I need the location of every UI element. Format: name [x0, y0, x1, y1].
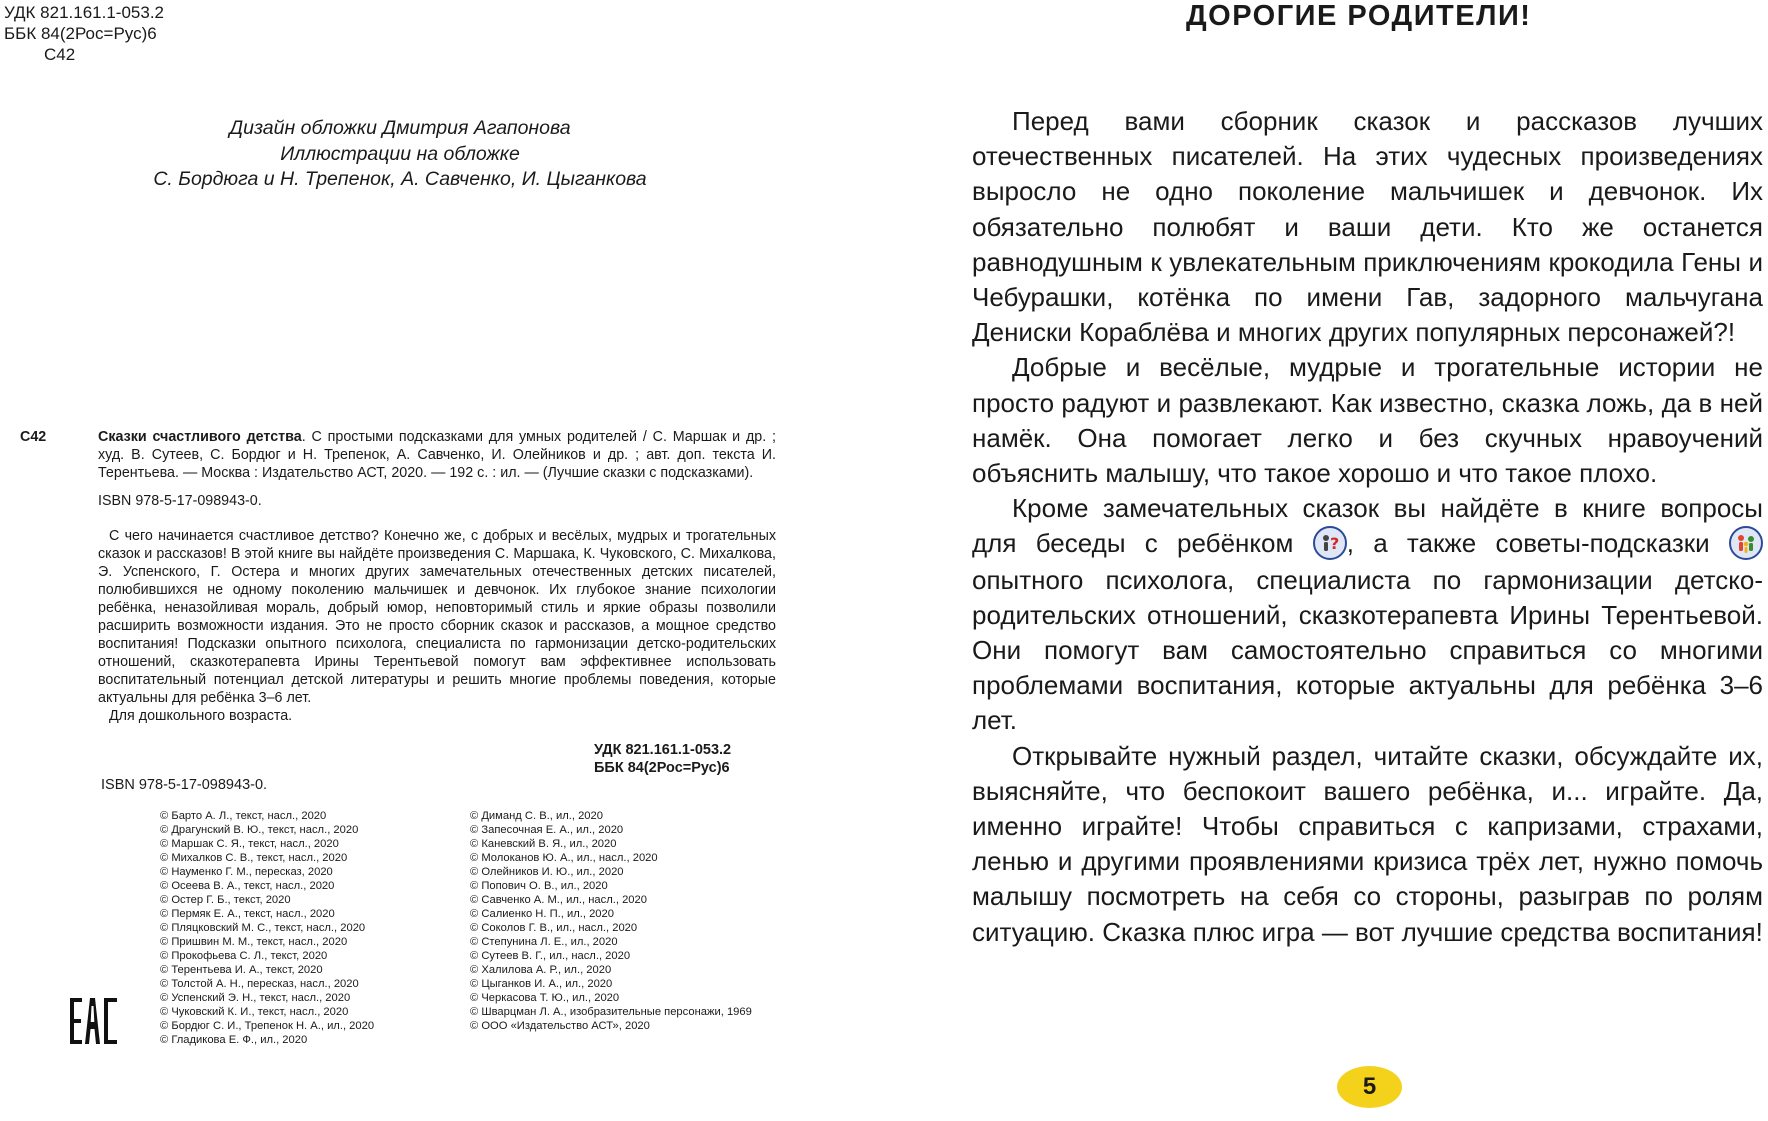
- paragraph-4: Открывайте нужный раздел, читайте сказки, обсуждайте их, выясняйте, что беспокоит вашего ребёнка, и... играйте. Да, именно играйте! Чтобы справиться с капризами, страхами, ленью и другими проявлениями кризиса трёх лет, нужно помочь малышу посмотреть на себя со стороны, разыграв по ролям ситуацию. Сказка плюс игра — вот лучшие средства воспитания!: [972, 740, 1763, 947]
- catalog-record: [20, 428, 776, 725]
- paragraph-1: Перед вами сборник сказок и рассказов лучших отечественных писателей. На этих чудесных произведениях выросло не одно поколение мальчишек и девчонок. Их обязательно полюбят и ваши дети. Кто же останется равнодушным к увлекательным приключениям крокодила Гены и Чебурашки, котёнка по имени Гав, задорного мальчугана Дениски Кораблёва и многих других популярных персонажей?!: [972, 106, 1763, 348]
- svg-text:?: ?: [1329, 533, 1339, 553]
- tips-badge-icon: [1729, 526, 1763, 560]
- top-classification-codes: [4, 2, 164, 65]
- copyright-line: © Савченко А. М., ил., насл., 2020: [470, 894, 647, 906]
- paragraph-2: Добрые и весёлые, мудрые и трогательные истории не просто радуют и развлекают. Как известно, сказка ложь, да в ней намёк. Она помогает легко и без скучных нравоучений объяснить малышу, что такое хорошо и что такое плохо.: [972, 352, 1763, 489]
- copyright-line: © Попович О. В., ил., 2020: [470, 880, 608, 892]
- copyright-line: © Соколов Г. В., ил., насл., 2020: [470, 922, 638, 934]
- cover-credits: [120, 116, 680, 193]
- author-mark: С42: [44, 45, 76, 64]
- copyright-line: © Драгунский В. Ю., текст, насл., 2020: [160, 824, 359, 836]
- intro-text: [972, 104, 1763, 950]
- isbn-bottom: ISBN 978-5-17-098943-0.: [101, 777, 268, 793]
- copyright-line: © Науменко Г. М., пересказ, 2020: [160, 866, 333, 878]
- copyright-line: © Гладикова Е. Ф., ил., 2020: [160, 1034, 308, 1046]
- copyright-list-right: [470, 809, 752, 1033]
- copyright-line: © Маршак С. Я., текст, насл., 2020: [160, 838, 339, 850]
- copyright-line: © Олейников И. Ю., ил., 2020: [470, 866, 624, 878]
- copyright-line: © Сутеев В. Г., ил., насл., 2020: [470, 950, 631, 962]
- copyright-line: © ООО «Издательство АСТ», 2020: [470, 1020, 650, 1032]
- cover-design-credit: Дизайн обложки Дмитрия Агапонова: [229, 117, 571, 139]
- copyright-line: © Запесочная Е. А., ил., 2020: [470, 824, 624, 836]
- copyright-line: © Михалков С. В., текст, насл., 2020: [160, 852, 348, 864]
- copyright-line: © Пермяк Е. А., текст, насл., 2020: [160, 908, 335, 920]
- page-number-badge: 5: [1337, 1066, 1402, 1108]
- udk-code: УДК 821.161.1-053.2: [4, 3, 165, 22]
- copyright-line: © Бордюг С. И., Трепенок Н. А., ил., 2020: [160, 1020, 375, 1032]
- isbn: ISBN 978-5-17-098943-0.: [98, 493, 262, 509]
- copyright-line: © Салиенко Н. П., ил., 2020: [470, 908, 614, 920]
- copyright-line: © Прокофьева С. Л., текст, 2020: [160, 950, 328, 962]
- copyright-line: © Диманд С. В., ил., 2020: [470, 810, 603, 822]
- question-badge-icon: [1313, 526, 1347, 560]
- copyright-line: © Каневский В. Я., ил., 2020: [470, 838, 617, 850]
- age-rating: Для дошкольного возраста.: [109, 708, 293, 724]
- cover-illustrations-label: Иллюстрации на обложке: [280, 142, 520, 165]
- bbk-code: ББК 84(2Рос=Рус)6: [4, 24, 157, 43]
- paragraph-3-part-1: Кроме замечательных сказок вы найдёте в книге вопросы для беседы с ребёнком: [972, 493, 1763, 559]
- eac-conformity-icon: [70, 996, 118, 1046]
- copyright-line: © Чуковский К. И., текст, насл., 2020: [160, 1006, 349, 1018]
- copyright-line: © Молоканов Ю. А., ил., насл., 2020: [470, 852, 658, 864]
- cover-illustrators: С. Бордюга и Н. Трепенок, А. Савченко, И. Цыганкова: [153, 168, 647, 190]
- bibliographic-details: . С простыми подсказками для умных родителей / С. Маршак и др. ; худ. В. Сутеев, С. Бордюг и Н. Трепенок, А. Савченко, И. Олейников и др. ; авт. доп. текста И. Терентьева. — Москва : Издательство АСТ, 2020. — 192 с. : ил. — (Лучшие сказки с подсказками).: [98, 429, 777, 481]
- copyright-line: © Шварцман Л. А., изобразительные персонажи, 1969: [470, 1006, 752, 1018]
- page-heading: ДОРОГИЕ РОДИТЕЛИ!: [1186, 0, 1532, 32]
- catalog-description: [98, 428, 776, 482]
- copyright-list-left: [160, 809, 374, 1047]
- copyright-line: © Терентьева И. А., текст, 2020: [160, 964, 323, 976]
- copyright-line: © Успенский Э. Н., текст, насл., 2020: [160, 992, 351, 1004]
- bbk-code-bottom: ББК 84(2Рос=Рус)6: [594, 760, 730, 776]
- paragraph-3: [972, 491, 1763, 738]
- catalog-code: С42: [20, 429, 47, 445]
- copyright-line: © Цыганков И. А., ил., 2020: [470, 978, 613, 990]
- copyright-line: © Степунина Л. Е., ил., 2020: [470, 936, 618, 948]
- paragraph-3-part-2: , а также советы-подсказки: [1346, 528, 1710, 559]
- copyright-line: © Толстой А. Н., пересказ, насл., 2020: [160, 978, 359, 990]
- copyright-line: © Халилова А. Р., ил., 2020: [470, 964, 612, 976]
- copyright-line: © Пришвин М. М., текст, насл., 2020: [160, 936, 348, 948]
- udk-code-bottom: УДК 821.161.1-053.2: [594, 742, 732, 758]
- copyright-line: © Остер Г. Б., текст, 2020: [160, 894, 291, 906]
- annotation: С чего начинается счастливое детство? Конечно же, с добрых и весёлых, мудрых и трогательных сказок и рассказов! В этой книге вы найдёте произведения С. Маршака, К. Чуковского, С. Михалкова, Э. Успенского, Г. Остера и многих других замечательных отечественных детских писателей, полюбившихся не одному поколению мальчишек и девчонок. Их глубокое знание психологии ребёнка, неназойливая мораль, добрый юмор, неповторимый стиль и яркие образы позволили расширить возможности издания. Это не просто сборник сказок и рассказов, а мощное средство воспитания! Подсказки опытного психолога, специалиста по гармонизации детско-родительских отношений, сказкотерапевта Ирины Терентьевой помогут вам эффективнее использовать воспитательный потенциал детской литературы и решить многие проблемы поведения, которые актуальны для ребёнка 3–6 лет.: [98, 528, 776, 706]
- copyright-line: © Барто А. Л., текст, насл., 2020: [160, 810, 327, 822]
- bottom-classification-codes: [594, 741, 731, 777]
- paragraph-3-part-3: опытного психолога, специалиста по гармонизации детско-родительских отношений, сказкотерапевта Ирины Терентьевой. Они помогут вам самостоятельно справиться со многими проблемами воспитания, которые актуальны для ребёнка 3–6 лет.: [972, 564, 1763, 736]
- book-title: Сказки счастливого детства: [98, 429, 302, 445]
- copyright-line: © Черкасова Т. Ю., ил., 2020: [470, 992, 620, 1004]
- copyright-line: © Пляцковский М. С., текст, насл., 2020: [160, 922, 366, 934]
- copyright-line: © Осеева В. А., текст, насл., 2020: [160, 880, 335, 892]
